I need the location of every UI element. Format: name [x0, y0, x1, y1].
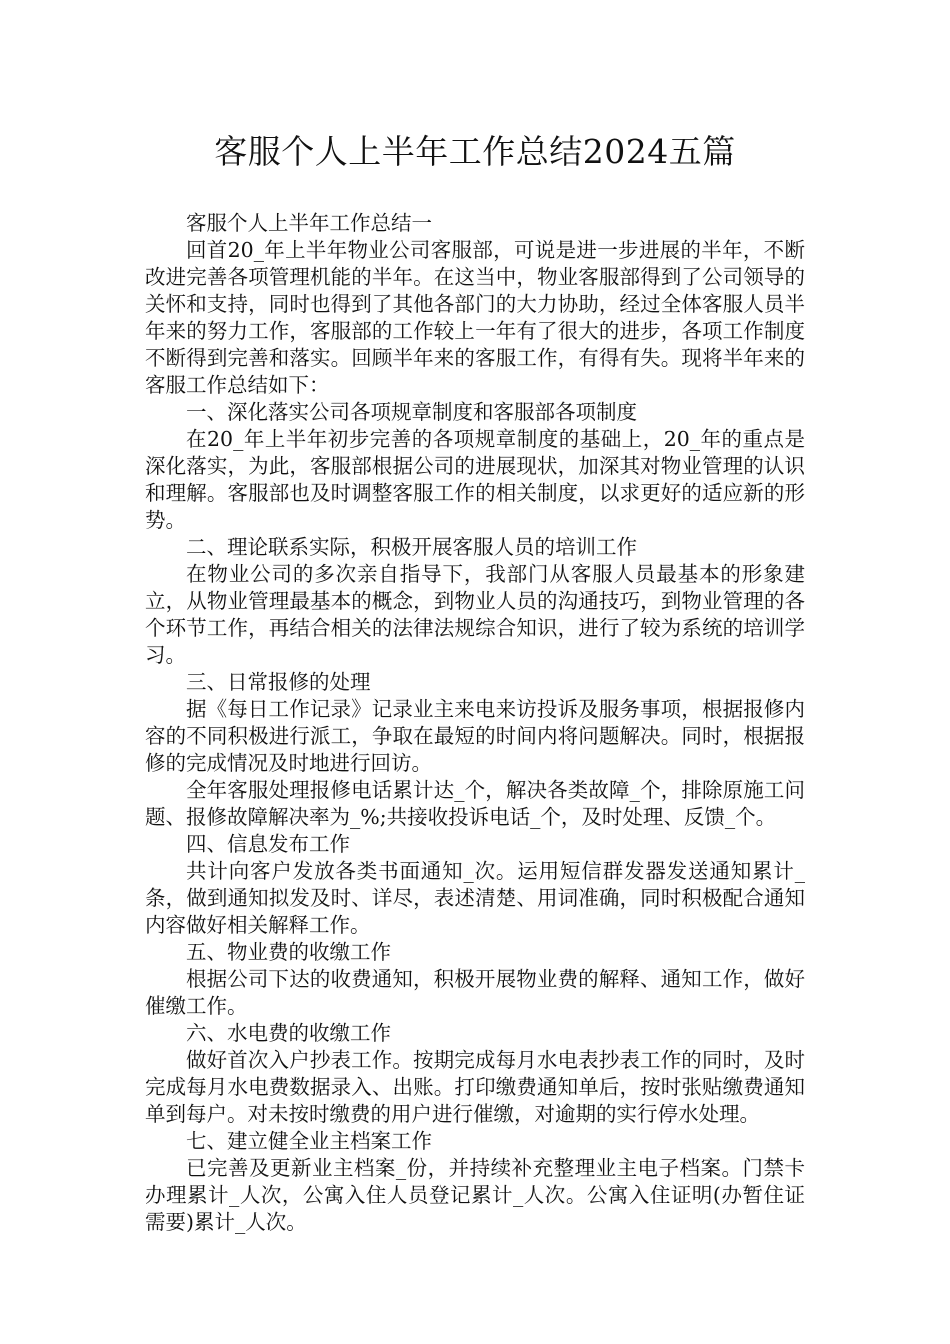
paragraph: 共计向客户发放各类书面通知_次。运用短信群发器发送通知累计_条，做到通知拟发及时、详尽，表述清楚、用词准确，同时积极配合通知内容做好相关解释工作。 — [145, 859, 805, 937]
paragraph: 在20_年上半年初步完善的各项规章制度的基础上，20_年的重点是深化落实，为此，客服部根据公司的进展现状，加深其对物业管理的认识和理解。客服部也及时调整客服工作的相关制度，以求更好的适应新的形势。 — [145, 427, 805, 532]
paragraph: 已完善及更新业主档案_份，并持续补充整理业主电子档案。门禁卡办理累计_人次，公寓入住人员登记累计_人次。公寓入住证明(办暂住证需要)累计_人次。 — [145, 1156, 805, 1234]
paragraph: 做好首次入户抄表工作。按期完成每月水电表抄表工作的同时，及时完成每月水电费数据录入、出账。打印缴费通知单后，按时张贴缴费通知单到每户。对未按时缴费的用户进行催缴，对逾期的实行停水处理。 — [145, 1048, 805, 1126]
document-body — [145, 210, 805, 1236]
section-heading: 三、日常报修的处理 — [186, 670, 371, 694]
section-heading: 一、深化落实公司各项规章制度和客服部各项制度 — [186, 400, 637, 424]
paragraph: 回首20_年上半年物业公司客服部，可说是进一步进展的半年，不断改进完善各项管理机能的半年。在这当中，物业客服部得到了公司领导的关怀和支持，同时也得到了其他各部门的大力协助，经过全体客服人员半年来的努力工作，客服部的工作较上一年有了很大的进步，各项工作制度不断得到完善和落实。回顾半年来的客服工作，有得有失。现将半年来的客服工作总结如下： — [145, 238, 805, 397]
section-heading: 四、信息发布工作 — [186, 832, 350, 856]
document-title: 客服个人上半年工作总结2024五篇 — [214, 132, 736, 171]
paragraph: 全年客服处理报修电话累计达_个，解决各类故障_个，排除原施工问题、报修故障解决率为_%;共接收投诉电话_个，及时处理、反馈_个。 — [145, 778, 805, 829]
section-heading: 六、水电费的收缴工作 — [186, 1021, 391, 1045]
section-heading: 二、理论联系实际，积极开展客服人员的培训工作 — [186, 535, 637, 559]
paragraph: 在物业公司的多次亲自指导下，我部门从客服人员最基本的形象建立，从物业管理最基本的概念，到物业人员的沟通技巧，到物业管理的各个环节工作，再结合相关的法律法规综合知识，进行了较为系统的培训学习。 — [145, 562, 805, 667]
section-heading: 七、建立健全业主档案工作 — [186, 1129, 432, 1153]
section-heading: 客服个人上半年工作总结一 — [186, 211, 432, 235]
paragraph: 据《每日工作记录》记录业主来电来访投诉及服务事项，根据报修内容的不同积极进行派工，争取在最短的时间内将问题解决。同时，根据报修的完成情况及时地进行回访。 — [145, 697, 805, 775]
paragraph: 根据公司下达的收费通知，积极开展物业费的解释、通知工作，做好催缴工作。 — [145, 967, 805, 1018]
section-heading: 五、物业费的收缴工作 — [186, 940, 391, 964]
